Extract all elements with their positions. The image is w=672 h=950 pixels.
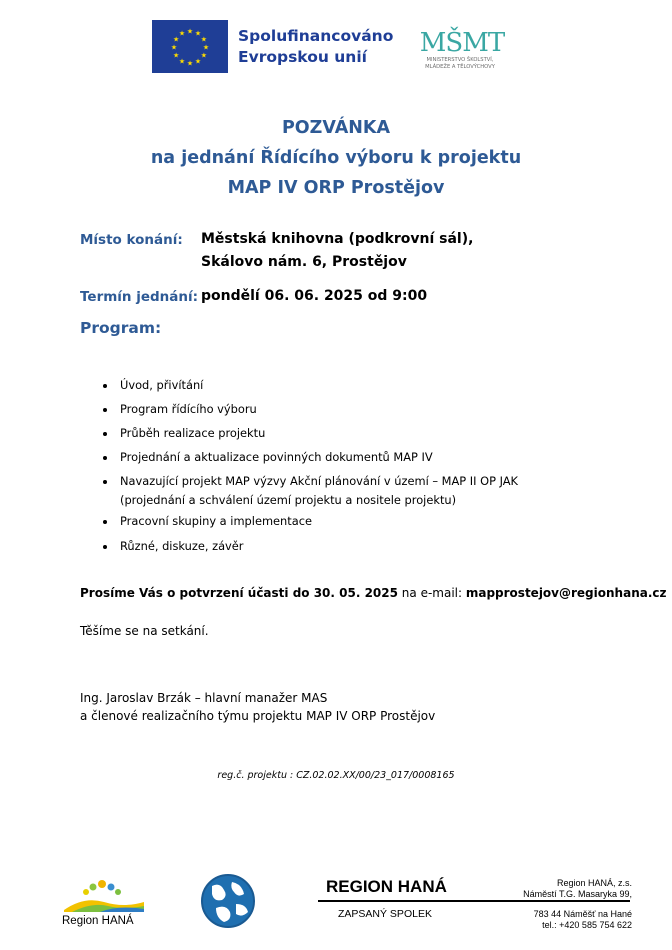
svg-text:★: ★ <box>172 51 180 60</box>
region-hana-logo-text: Region HANÁ <box>62 915 134 927</box>
puzzle-globe-logo <box>198 872 258 930</box>
svg-text:★: ★ <box>186 59 194 68</box>
msmt-caption-line-2: MLÁDEŽE A TĚLOVÝCHOVY <box>425 64 495 70</box>
region-hana-logo-mark <box>62 872 146 914</box>
program-item: Navazující projekt MAP výzvy Akční plánování v území – MAP II OP JAK <box>120 474 518 488</box>
place-value <box>201 228 473 274</box>
bullet-icon <box>103 456 107 460</box>
address-block-bottom <box>534 909 632 931</box>
program-item: Program řídícího výboru <box>120 402 257 416</box>
program-item: Průběh realizace projektu <box>120 426 266 440</box>
org-type: ZAPSANÝ SPOLEK <box>338 908 432 920</box>
title-line-1: POZVÁNKA <box>281 118 391 138</box>
place-line-2: Skálovo nám. 6, Prostějov <box>201 254 407 270</box>
svg-text:★: ★ <box>186 27 194 36</box>
date-value: pondělí 06. 06. 2025 od 9:00 <box>201 288 428 304</box>
phone-line: tel.: +420 585 754 622 <box>542 920 632 930</box>
svg-text:★: ★ <box>194 29 202 38</box>
bullet-icon <box>103 408 107 412</box>
msmt-caption <box>404 57 516 71</box>
signature <box>80 689 435 725</box>
date-label: Termín jednání: <box>80 289 199 305</box>
bullet-icon <box>103 545 107 549</box>
program-heading: Program: <box>80 319 162 337</box>
place-line-1: Městská knihovna (podkrovní sál), <box>201 231 474 247</box>
confirm-middle: na e-mail: <box>397 586 466 600</box>
address-line-2: Náměstí T.G. Masaryka 99, <box>523 889 632 899</box>
region-hana-logo <box>62 872 146 914</box>
svg-text:★: ★ <box>170 43 178 52</box>
confirm-paragraph <box>80 586 666 600</box>
program-item: Úvod, přivítání <box>120 378 204 392</box>
address-block-top <box>523 878 632 900</box>
bullet-icon <box>103 520 107 524</box>
msmt-logo <box>408 18 516 84</box>
eu-line-2: Evropskou unií <box>238 48 367 66</box>
eu-cofinanced-text <box>238 26 393 68</box>
svg-text:★: ★ <box>178 57 186 66</box>
confirm-email-link[interactable]: mapprostejov@regionhana.cz <box>465 586 667 600</box>
msmt-logo-text: MŠMT <box>419 28 505 58</box>
program-item: Různé, diskuze, závěr <box>120 539 244 553</box>
bullet-icon <box>103 432 107 436</box>
place-label: Místo konání: <box>80 232 183 248</box>
eu-line-1: Spolufinancováno <box>238 27 394 45</box>
program-item: Pracovní skupiny a implementace <box>120 514 312 528</box>
svg-text:★: ★ <box>194 57 202 66</box>
svg-text:★: ★ <box>200 35 208 44</box>
svg-text:★: ★ <box>202 43 210 52</box>
signature-line-2: a členové realizačního týmu projektu MAP IV ORP Prostějov <box>80 709 436 723</box>
title-line-3: MAP IV ORP Prostějov <box>227 178 445 198</box>
eu-flag-logo <box>152 20 228 73</box>
signature-line-1: Ing. Jaroslav Brzák – hlavní manažer MAS <box>80 691 328 705</box>
closing-text: Těšíme se na setkání. <box>80 624 209 638</box>
program-item: Projednání a aktualizace povinných dokumentů MAP IV <box>120 450 433 464</box>
msmt-logo-mark <box>408 18 516 58</box>
bullet-icon <box>103 480 107 484</box>
title-line-2: na jednání Řídícího výboru k projektu <box>150 148 522 168</box>
footer-divider <box>318 900 630 902</box>
msmt-caption-line-1: MINISTERSTVO ŠKOLSTVÍ, <box>426 57 494 63</box>
svg-text:★: ★ <box>200 51 208 60</box>
program-item-continuation: (projednání a schválení území projektu a nositele projektu) <box>120 493 457 507</box>
bullet-icon <box>103 384 107 388</box>
confirm-deadline: Prosíme Vás o potvrzení účasti do 30. 05. 2025 <box>80 586 398 600</box>
puzzle-globe-icon <box>198 872 258 930</box>
address-line-1: Region HANÁ, z.s. <box>556 878 632 888</box>
project-reference: reg.č. projektu : CZ.02.02.XX/00/23_017/0008165 <box>217 770 455 781</box>
svg-text:★: ★ <box>178 29 186 38</box>
org-name: REGION HANÁ <box>326 877 447 896</box>
address-line-3: 783 44 Náměšť na Hané <box>533 909 632 919</box>
svg-text:★: ★ <box>172 35 180 44</box>
eu-stars-icon <box>152 20 228 73</box>
